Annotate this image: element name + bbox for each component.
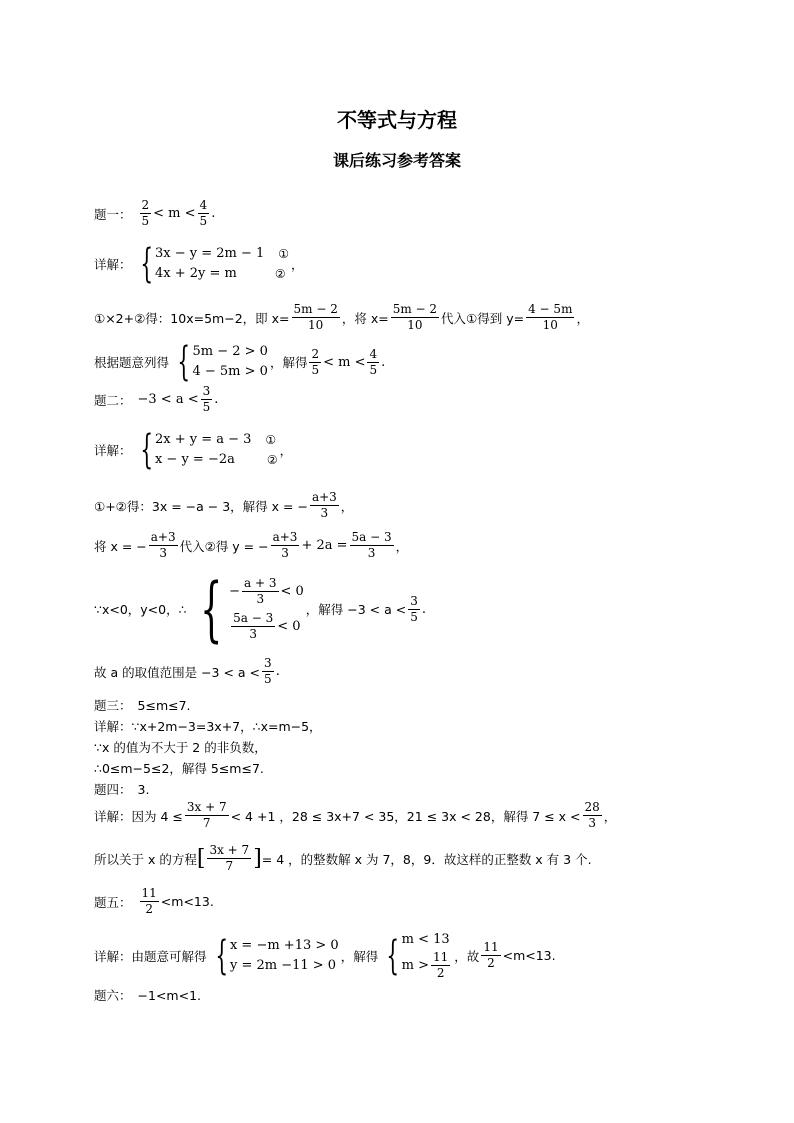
page-title: 不等式与方程 (337, 108, 457, 132)
problem-5-answer: 题五： $\frac{11}{2}$ <m<13. (94, 886, 214, 916)
problem-2-step-3: ∵x<0，y<0，∴ { − $\frac{a + 3}{3}$ < 0 $\frac{5a - 3}{3}$ < 0 ，解得 −3 < a < $\frac{3}{5}$ . (94, 568, 427, 650)
problem-4-line-2: 所以关于 x 的方程 [ $\frac{3x + 7}{7}$ ] = 4 ，的整数解 x 为 7，8，9．故这样的正整数 x 有 3 个. (94, 843, 592, 873)
problem-3-answer: 题三： 5≤m≤7. (94, 697, 191, 713)
problem-1-detail-system: 详解： { 3x − y = 2m − 1 ① 4x + 2y = m ② ， (94, 241, 304, 287)
problem-4-answer: 题四： 3. (94, 781, 150, 797)
problem-6-answer: 题六： −1<m<1. (94, 987, 201, 1003)
problem-2-answer: 题二： −3 < a < $\frac{3}{5}$ . (94, 384, 219, 414)
problem-5-detail: 详解：由题意可解得 { x = −m +13 > 0 y = 2m −11 > 0 ，解得 { m < 13 m > $\frac{11}{2}$ ，故 $\frac{11}{2}$ <m<13. (94, 932, 556, 980)
problem-1-step-2: 根据题意列得 { 5m − 2 > 0 4 − 5m > 0 ，解得 $\frac{2}{5}$ < m < $\frac{4}{5}$ . (94, 339, 386, 385)
problem-2-detail-system: 详解： { 2x + y = a − 3 ① x − y = −2a ② ， (94, 427, 293, 473)
problem-4-line-1: 详解：因为 4 ≤ $\frac{3x + 7}{7}$ < 4 +1 ，28 ≤ 3x+7 < 35，21 ≤ 3x < 28，解得 7 ≤ x < $\frac{28}{3}$ ， (94, 800, 617, 830)
problem-1-answer: 题一： $\frac{2}{5}$ < m < $\frac{4}{5}$ . (94, 198, 216, 228)
problem-2-step-2: 将 x = − $\frac{a+3}{3}$ 代入②得 y = − $\frac{a+3}{3}$ + 2a = $\frac{5a - 3}{3}$ ， (94, 530, 409, 560)
problem-1-step-1: ①×2+②得：10x=5m−2，即 x= $\frac{5m - 2}{10}$ ，将 x= $\frac{5m - 2}{10}$ 代入①得到 y= $\frac{4 - 5m}{10}$ ， (94, 302, 589, 332)
page-subtitle: 课后练习参考答案 (332, 151, 461, 170)
problem-2-step-4: 故 a 的取值范围是 −3 < a < $\frac{3}{5}$ . (94, 656, 280, 686)
problem-3-line-2: ∵x 的值为不大于 2 的非负数， (94, 740, 267, 755)
problem-2-step-1: ①+②得：3x = −a − 3，解得 x = − $\frac{a+3}{3}$ ， (94, 490, 354, 520)
problem-3-line-1: 详解：∵x+2m−3=3x+7，∴x=m−5， (94, 719, 322, 734)
problem-3-line-3: ∴0≤m−5≤2，解得 5≤m≤7. (94, 761, 264, 776)
